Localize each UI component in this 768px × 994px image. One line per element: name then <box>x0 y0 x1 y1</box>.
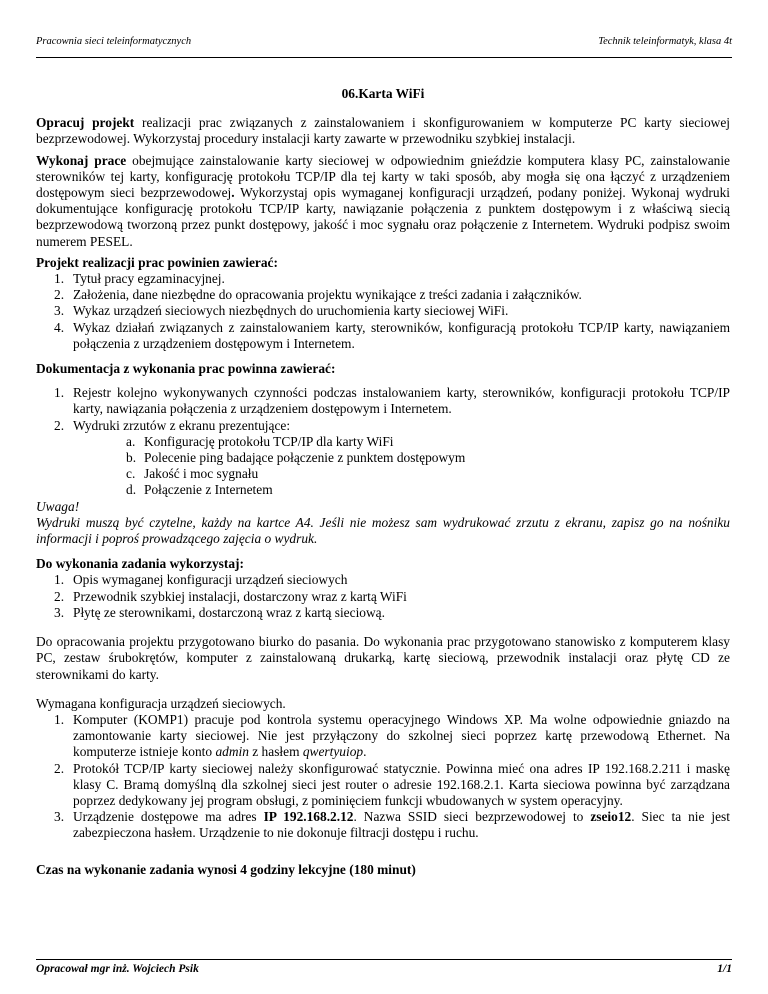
intro-p1-text: realizacji prac związanych z zainstalowaniem i skonfigurowaniem w komputerze PC karty sieciowej bezprzewodowej. Wykorzystaj procedury instalacji karty zawarte w przewodniku szybkiej instalacji. <box>36 115 730 147</box>
list-item: 2. Założenia, dane niezbędne do opracowania projektu wynikające z treści zadania i załączników. <box>54 287 582 303</box>
page-number: 1/1 <box>717 963 732 975</box>
list-item: b. Polecenie ping badające połączenie z punktem dostępowym <box>126 450 466 466</box>
intro-paragraph-2 <box>36 153 730 250</box>
project-list <box>36 271 730 352</box>
list-item: 2. Protokół TCP/IP karty sieciowej należy skonfigurować statycznie. Powinna mieć ona adres IP 192.168.2.211 i maskę klasy C. Bramą domyślną dla szkolnej sieci jest router o adresie 192.168.2.1. Karta sieciowa powinna być zarządzana poprzez dedykowany jej program obsługi, z pominięciem funkcji wbudowanych w system operacyjny. <box>54 760 730 808</box>
config-heading: Wymagana konfiguracja urządzeń sieciowych. <box>36 695 286 711</box>
list-item: 1. Rejestr kolejno wykonywanych czynności podczas instalowaniem karty, sterowników, konfiguracji protokołu TCP/IP karty, nawiązania połączenia z urządzeniem dostępowym i Internetem. <box>54 385 730 417</box>
list-item: 1. Opis wymaganej konfiguracji urządzeń sieciowych <box>54 572 348 588</box>
docs-heading: Dokumentacja z wykonania prac powinna zawierać: <box>36 361 336 377</box>
page-header <box>36 36 732 47</box>
docs-sublist <box>36 434 730 499</box>
header-left: Pracownia sieci teleinformatycznych <box>36 36 192 47</box>
list-item: d. Połączenie z Internetem <box>126 482 273 498</box>
footer-divider <box>36 959 732 960</box>
page-footer <box>36 963 732 975</box>
list-item: 4. Wykaz działań związanych z zainstalowaniem karty, sterowników, konfiguracją protokołu TCP/IP karty, nawiązaniem połączenia z urządzeniem dostępowym i Internetem. <box>54 319 730 351</box>
note-text: Wydruki muszą być czytelne, każdy na kartce A4. Jeśli nie możesz sam wydrukować zrzutu z ekranu, zapisz go na nośniku informacji i poproś prowadzącego zajęcia o wydruk. <box>36 514 730 547</box>
note-label: Uwaga! <box>36 498 80 514</box>
intro-p2-dot: . <box>231 185 235 201</box>
list-item: 1. Tytuł pracy egzaminacyjnej. <box>54 271 225 287</box>
list-item: 2. Wydruki zrzutów z ekranu prezentujące: <box>54 417 291 433</box>
time-note: Czas na wykonanie zadania wynosi 4 godziny lekcyjne (180 minut) <box>36 861 416 877</box>
list-item: 3. Płytę ze sterownikami, dostarczoną wraz z kartą sieciową. <box>54 604 385 620</box>
list-item: a. Konfigurację protokołu TCP/IP dla karty WiFi <box>126 433 394 449</box>
document-body <box>36 86 730 878</box>
footer-left: Opracował mgr inż. Wojciech Psik <box>36 963 199 975</box>
list-item: 3. Urządzenie dostępowe ma adres IP 192.168.2.12. Nazwa SSID sieci bezprzewodowej to zseio12. Siec ta nie jest zabezpieczona hasłem. Urządzenie to nie dokonuje filtracji dostępu i ruchu. <box>54 809 730 841</box>
use-heading: Do wykonania zadania wykorzystaj: <box>36 556 244 572</box>
list-item: c. Jakość i moc sygnału <box>126 466 259 482</box>
prep-paragraph: Do opracowania projektu przygotowano biurko do pasania. Do wykonania prac przygotowano stanowisko z komputerem klasy PC, zestaw śrubokrętów, komputer z zainstalowaną drukarką, kartę sieciową, przewodnik instalacji oraz płytę CD ze sterownikami do karty. <box>36 634 730 682</box>
list-item: 1. Komputer (KOMP1) pracuje pod kontrola systemu operacyjnego Windows XP. Ma wolne odpowiednie gniazdo na zamontowanie karty sieciowej. Nie jest przyłączony do szkolnej sieci poprzez kartę przewodową Ethernet. Na komputerze istnieje konto admin z hasłem qwertyuiop. <box>54 711 730 760</box>
use-list <box>36 572 730 621</box>
header-right: Technik teleinformatyk, klasa 4t <box>598 36 732 47</box>
list-item: 2. Przewodnik szybkiej instalacji, dostarczony wraz z kartą WiFi <box>54 588 407 604</box>
header-divider <box>36 57 732 58</box>
intro-p2-text2: Wykorzystaj opis wymaganej konfiguracji urządzeń, podany poniżej. Wykonaj wydruki dokumentujące konfigurację protokołu TCP/IP karty, nawiązanie połączenia z punktem dostępowym i z właściwą siecią bezprzewodową tworzoną przez punkt dostępowy, jakość i moc sygnału oraz połączenie z Internetem. Wydruki podpisz swoim numerem PESEL. <box>36 185 730 249</box>
document-title: 06.Karta WiFi <box>341 86 425 101</box>
project-heading: Projekt realizacji prac powinien zawierać: <box>36 254 278 270</box>
config-list <box>36 712 730 842</box>
intro-paragraph-1 <box>36 115 730 147</box>
intro-p1-bold: Opracuj projekt <box>36 115 135 131</box>
intro-p2-bold: Wykonaj prace <box>36 152 127 168</box>
intro-p2-text: obejmujące zainstalowanie karty sieciowej w odpowiednim gnieździe komputera klasy PC, zainstalowanie sterowników tej karty, konfigurację protokołu TCP/IP dla tej karty w taki sposób, aby mogła się ona łączyć z urządzeniem dostępowym sieci bezprzewodowej <box>36 152 730 201</box>
docs-list <box>36 385 730 434</box>
list-item: 3. Wykaz urządzeń sieciowych niezbędnych do uruchomienia karty sieciowej WiFi. <box>54 303 509 319</box>
